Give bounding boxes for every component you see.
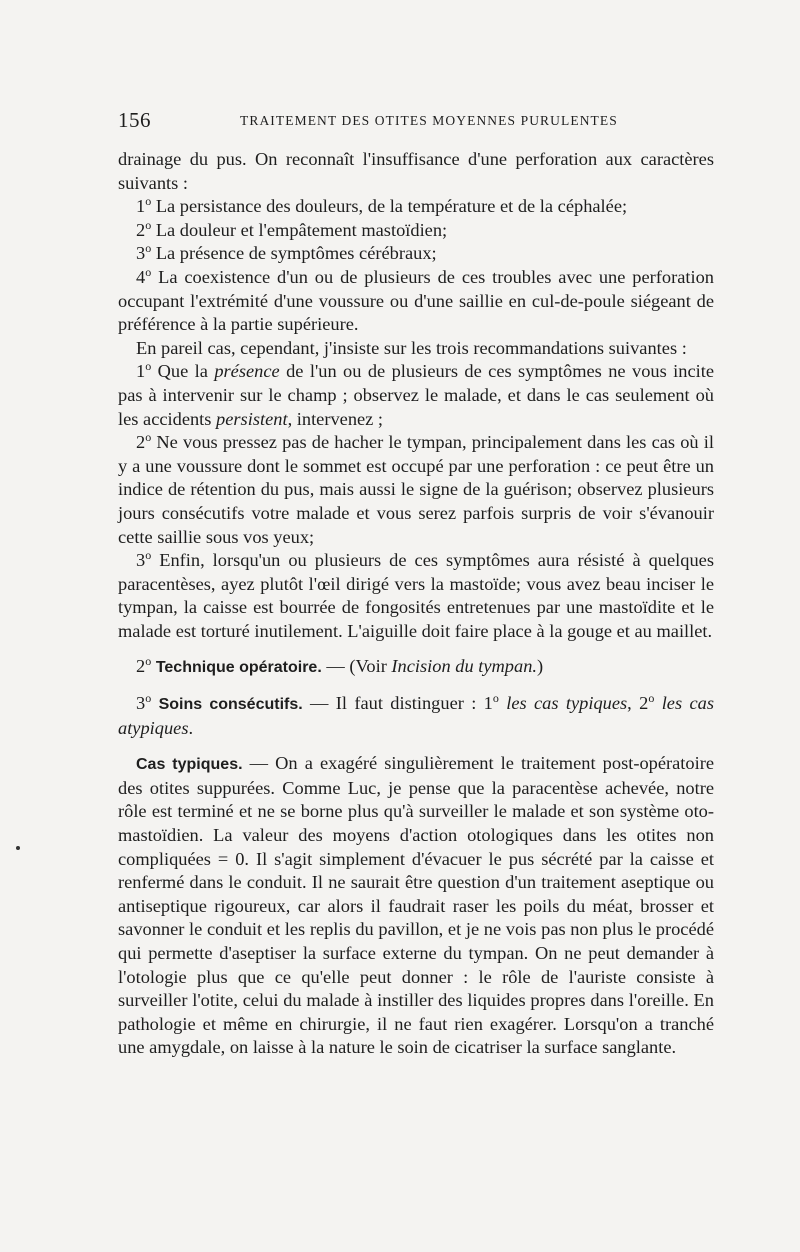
page-number: 156 <box>118 108 151 132</box>
ink-speck <box>16 846 20 850</box>
recommendation-item: 3$^o$ Enfin, lorsqu'un ou plusieurs de ces symptômes aura résisté à quelques paracentèses, ayez plutôt l'œil dirigé vers la mastoïde; vous avez beau inciser le tympan, la caisse est bourrée de fongosités entretenues par une mastoïdite et le malade est torturé inutilement. L'aiguille doit faire place à la gouge et au maillet. <box>118 547 714 641</box>
running-head: TRAITEMENT DES OTITES MOYENNES PURULENTES <box>240 113 618 128</box>
list-item: 1$^o$ La persistance des douleurs, de la température et de la céphalée; <box>136 194 628 217</box>
section-heading: 3$^o$ Soins consécutifs. — Il faut distinguer : 1$^o$ les cas typiques, 2$^o$ les cas atypiques. <box>118 690 714 738</box>
recommendation-item: 2$^o$ Ne vous pressez pas de hacher le tympan, principalement dans les cas où il y a une voussure dont le sommet est occupé par une perforation : ce peut être un indice de rétention du pus, mais aussi le signe de la guérison; observez plusieurs jours consécutifs votre malade et vous serez parfois surpris de voir s'évanouir cette saillie sous vos yeux; <box>118 430 714 547</box>
list-item: 2$^o$ La douleur et l'empâtement mastoïdien; <box>136 217 448 240</box>
paragraph: drainage du pus. On reconnaît l'insuffisance d'une perforation aux caractères suivants : <box>118 149 714 193</box>
recommendation-item: 1$^o$ Que la présence de l'un ou de plusieurs de ces symptômes ne vous incite pas à intervenir sur le champ ; observez le malade, et dans le cas seulement où les accidents persistent, intervenez ; <box>118 359 714 429</box>
list-item: 3$^o$ La présence de symptômes cérébraux; <box>136 241 437 264</box>
paragraph: En pareil cas, cependant, j'insiste sur les trois recommandations suivantes : <box>136 337 687 358</box>
paragraph: Cas typiques. — On a exagéré singulièrement le traitement post-opératoire des otites suppurées. Comme Luc, je pense que la paracentèse achevée, notre rôle est terminé et ne se borne plus qu'à surveiller le malade et son système oto-mastoïdien. La valeur des moyens d'action otologiques dans les otites non compliquées = 0. Il s'agit simplement d'évacuer le pus sécrété par la caisse et renfermé dans le conduit. Il ne saurait être question d'un traitement aseptique ou antiseptique rigoureux, car alors il faudrait raser les poils du méat, brosser et savonner le conduit et les replis du pavillon, et je ne vois pas non plus le procédé qui permette d'aseptiser la surface externe du tympan. On ne peut demander à l'otologie plus que ce qu'elle peut donner : le rôle de l'auriste consiste à surveiller l'otite, celui du malade à instiller des liquides propres dans l'oreille. En pathologie et même en chirurgie, il ne faut rien exagérer. Lorsqu'on a tranché une amygdale, on laisse à la nature le soin de cicatriser la surface sanglante. <box>118 753 715 1058</box>
body-text <box>118 148 714 1060</box>
section-heading: 2$^o$ Technique opératoire. — (Voir Incision du tympan.) <box>136 654 544 677</box>
page-header <box>118 108 718 138</box>
list-item: 4$^o$ La coexistence d'un ou de plusieurs de ces troubles avec une perforation occupant l'extrémité d'une voussure ou d'une saillie en cul-de-poule siégeant de préférence à la partie supérieure. <box>118 264 714 335</box>
